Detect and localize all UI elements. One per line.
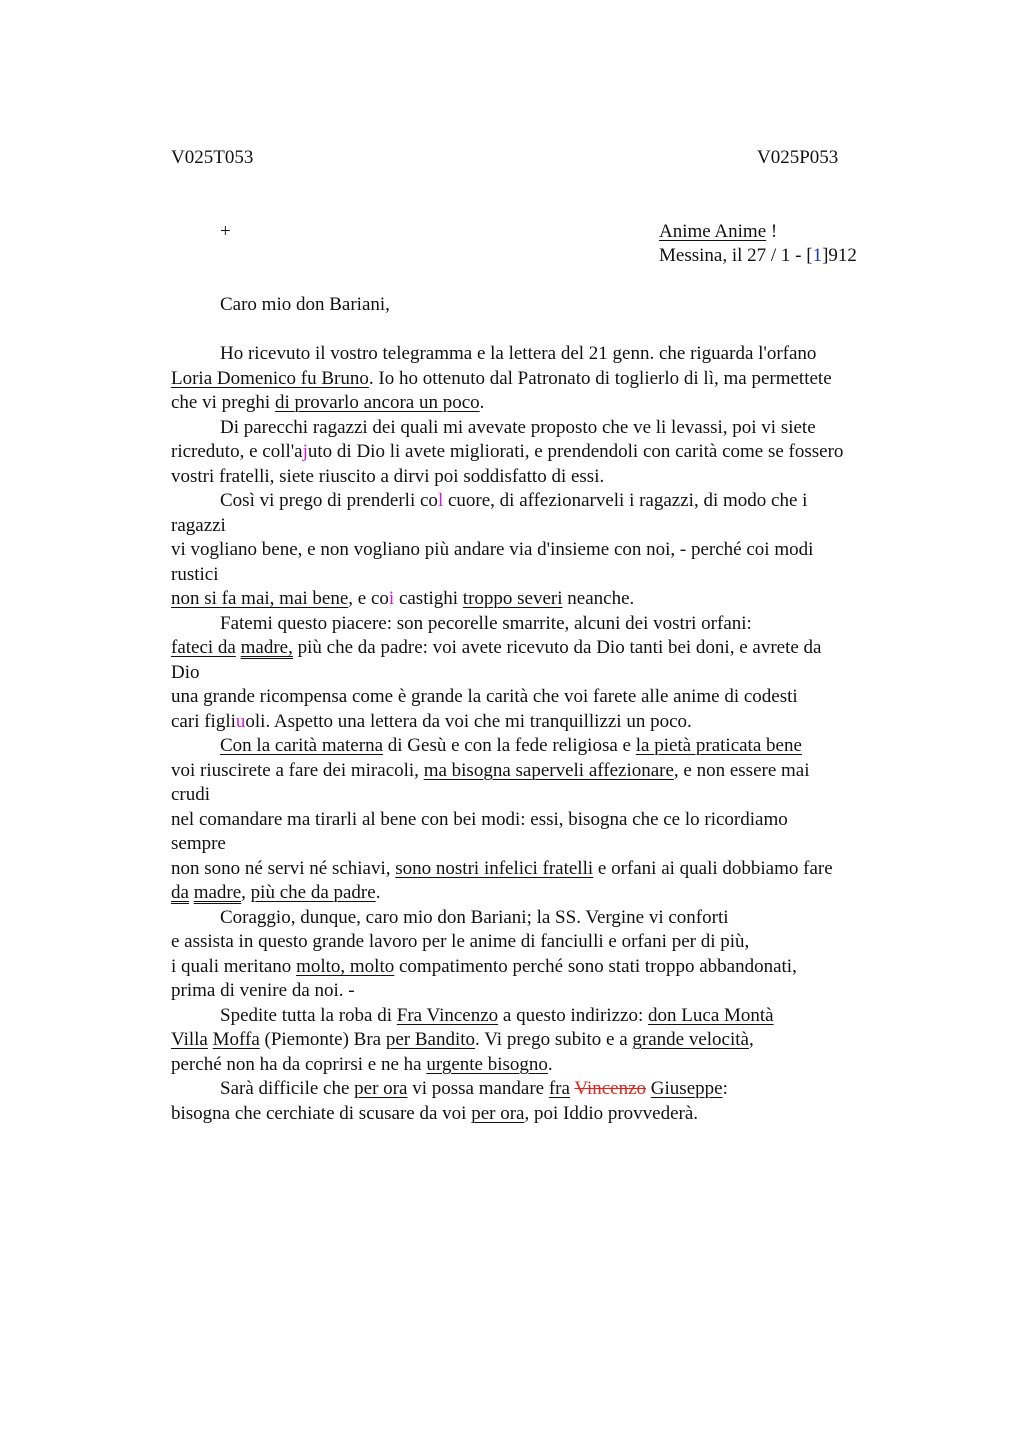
text-segment: i quali meritano [171, 955, 297, 977]
text-segment: Sarà difficile che [220, 1078, 355, 1099]
text-line [171, 1053, 553, 1078]
marked-text: Moffa [212, 1029, 260, 1050]
text-line [220, 906, 729, 931]
text-line [171, 1102, 698, 1127]
text-segment: vostri fratelli, siete riuscito a dirvi poi soddisfatto di essi. [171, 465, 605, 487]
text-segment: rustici [171, 563, 219, 585]
text-segment: compatimento perché sono stati troppo abbandonati, [394, 955, 797, 977]
text-line [220, 1077, 728, 1102]
marked-text: più che da padre [250, 882, 376, 903]
marked-text: la pietà praticata bene [635, 735, 802, 756]
text-segment: bisogna che cerchiate di scusare da voi [171, 1102, 472, 1124]
document-code-right: V025P053 [757, 147, 839, 168]
marked-text: l [437, 490, 444, 511]
text-segment: Coraggio, dunque, caro mio don Bariani; la SS. Vergine vi conforti [220, 906, 729, 928]
text-segment: Di parecchi ragazzi dei quali mi avevate proposto che ve li levassi, poi vi siete [220, 416, 816, 438]
text-segment: di Gesù e con la fede religiosa e [383, 735, 636, 756]
text-line [171, 832, 226, 857]
text-line [171, 661, 200, 686]
cross-mark: + [220, 221, 231, 242]
text-segment: non sono né servi né schiavi, [171, 857, 396, 879]
text-line [171, 563, 219, 588]
struck-word: Vincenzo [574, 1078, 647, 1099]
marked-text: troppo severi [462, 588, 563, 609]
motto-text: Anime Anime [659, 221, 767, 242]
marked-text: per ora [354, 1078, 408, 1099]
marked-text: per Bandito [385, 1029, 476, 1050]
text-segment: sempre [171, 833, 226, 854]
marked-text: Giuseppe [650, 1078, 723, 1099]
marked-text: non si fa mai, mai bene [171, 588, 349, 609]
marked-text: madre, [240, 637, 293, 658]
text-segment: più che da padre: voi avete ricevuto da Dio tanti bei doni, e avrete da [292, 637, 822, 658]
text-segment: , poi Iddio provvederà. [524, 1102, 699, 1124]
text-segment: ricreduto, e coll'a [171, 441, 303, 462]
text-segment: ragazzi [171, 514, 226, 536]
text-segment: e orfani ai quali dobbiamo fare [593, 857, 833, 879]
marked-text: Fra Vincenzo [396, 1004, 499, 1026]
text-line [220, 342, 816, 367]
text-segment: vi possa mandare [407, 1078, 549, 1099]
marked-text: da [171, 882, 189, 903]
text-line [171, 759, 810, 784]
text-segment: castighi [394, 588, 463, 609]
marked-text: grande velocità [632, 1029, 749, 1050]
text-segment: . Vi prego subito e a [475, 1029, 633, 1050]
text-line [171, 514, 226, 539]
marked-text: molto, molto [296, 955, 395, 977]
marked-text: u [235, 710, 246, 732]
text-segment: . [479, 392, 485, 413]
marked-text: urgente bisogno [426, 1053, 548, 1075]
marked-text: Con la carità materna [220, 735, 384, 756]
text-segment: e assista in questo grande lavoro per le anime di fanciulli e orfani per di più, [171, 931, 750, 952]
text-segment: Così vi prego di prenderli co [220, 490, 438, 511]
marked-text: per ora [471, 1102, 525, 1124]
text-line [171, 783, 210, 808]
text-line [220, 612, 752, 637]
text-segment: . [375, 882, 381, 903]
text-segment: che vi preghi [171, 392, 275, 413]
text-segment: , e non essere mai [673, 759, 810, 781]
text-line [171, 587, 634, 612]
text-line [171, 979, 355, 1004]
text-segment: cuore, di affezionarveli i ragazzi, di modo che i [443, 490, 808, 511]
document-code-left: V025T053 [171, 147, 254, 168]
text-segment: vi vogliano bene, e non vogliano più andare via d'insieme con noi, - perché coi modi [171, 539, 814, 560]
marked-text: i [388, 588, 395, 609]
text-segment: voi riuscirete a fare dei miracoli, [171, 759, 424, 781]
text-line [171, 710, 692, 735]
text-segment: (Piemonte) Bra [259, 1029, 386, 1050]
text-segment: Dio [171, 661, 200, 683]
marked-text: Loria Domenico fu Bruno [171, 367, 369, 389]
text-line [171, 367, 832, 392]
text-segment: perché non ha da coprirsi e ne ha [171, 1053, 427, 1075]
text-segment: cari figli [171, 710, 236, 732]
marked-text: sono nostri infelici fratelli [395, 857, 594, 879]
motto [659, 220, 777, 245]
text-line [171, 1028, 754, 1053]
text-segment: . Io ho ottenuto dal Patronato di toglierlo di lì, ma permettete [368, 367, 832, 389]
marked-text: madre [193, 882, 242, 903]
text-segment: , [241, 882, 251, 903]
text-segment: , [748, 1029, 754, 1050]
text-segment: uto di Dio li avete migliorati, e prendendoli con carità come se fossero [307, 441, 844, 462]
marked-text: ma bisogna saperveli affezionare [423, 759, 674, 781]
text-segment: . [547, 1053, 553, 1075]
dateline-pre: Messina, il 27 / 1 - [ [659, 245, 813, 266]
motto-mark: ! [766, 221, 778, 242]
text-segment: Fatemi questo piacere: son pecorelle smarrite, alcuni dei vostri orfani: [220, 612, 752, 634]
text-segment: prima di venire da noi. - [171, 980, 355, 1001]
text-line [220, 1004, 774, 1029]
text-line [171, 955, 797, 980]
text-line [171, 391, 484, 416]
marked-text: fra [548, 1078, 570, 1099]
text-line [171, 538, 813, 563]
text-line [171, 685, 798, 710]
marked-text: j [302, 441, 308, 462]
dateline-post: ]912 [822, 245, 857, 266]
text-line [171, 881, 380, 906]
text-segment: una grande ricompensa come è grande la carità che voi farete alle anime di codesti [171, 686, 798, 707]
text-line [171, 465, 604, 490]
text-line [171, 808, 788, 833]
text-segment: Spedite tutta la roba di [220, 1004, 397, 1026]
text-line [220, 489, 807, 514]
text-line [171, 440, 843, 465]
dateline [659, 244, 857, 269]
text-line [171, 636, 821, 661]
marked-text: Villa [171, 1029, 208, 1050]
dateline-correction: 1 [812, 245, 823, 266]
text-line [220, 734, 802, 759]
text-segment: a questo indirizzo: [498, 1004, 649, 1026]
text-segment: oli. Aspetto una lettera da voi che mi tranquillizzi un poco. [245, 710, 692, 732]
text-segment: : [722, 1078, 728, 1099]
marked-text: di provarlo ancora un poco [274, 392, 480, 413]
text-line [171, 930, 749, 955]
text-segment: Ho ricevuto il vostro telegramma e la lettera del 21 genn. che riguarda l'orfano [220, 343, 817, 364]
marked-text: don Luca Montà [648, 1004, 774, 1026]
salutation: Caro mio don Bariani, [220, 294, 390, 315]
text-line [171, 857, 833, 882]
text-segment: crudi [171, 784, 211, 805]
text-line [220, 416, 816, 441]
text-segment: , e co [348, 588, 389, 609]
text-segment: nel comandare ma tirarli al bene con bei modi: essi, bisogna che ce lo ricordiamo [171, 808, 788, 830]
marked-text: fateci da [171, 637, 236, 658]
text-segment: neanche. [562, 588, 635, 609]
